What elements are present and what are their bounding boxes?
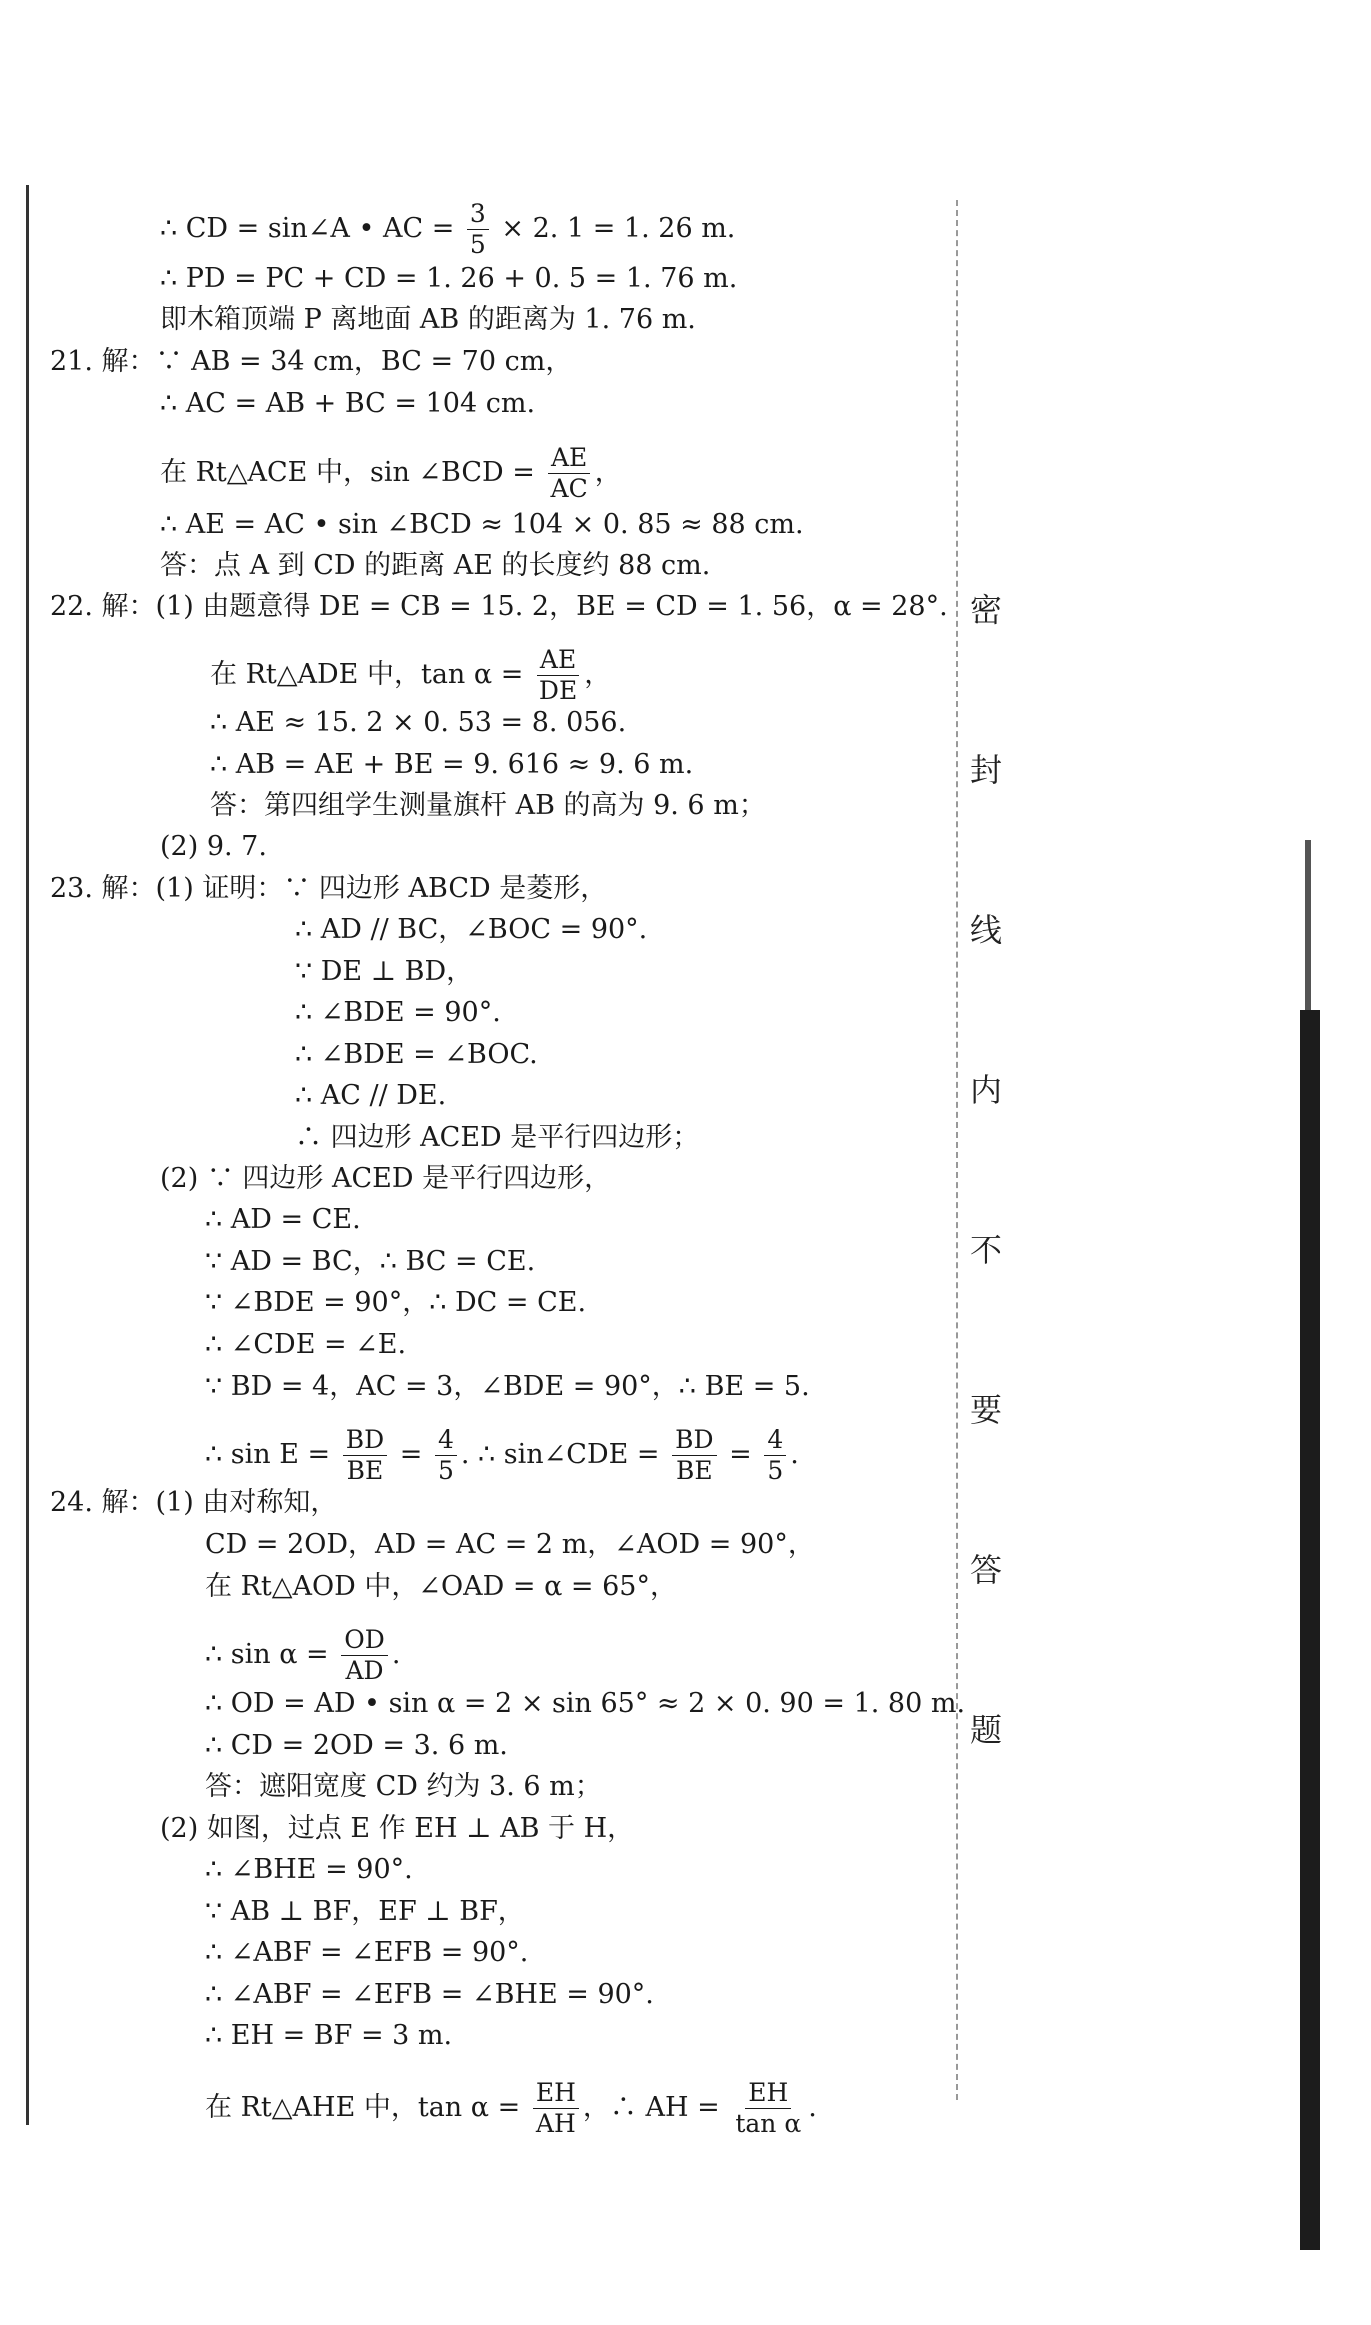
line-pd: ∴ PD = PC + CD = 1. 26 + 0. 5 = 1. 76 m.: [160, 263, 738, 294]
line-24-f: ∴ ∠ABF = ∠EFB = ∠BHE = 90°.: [205, 1979, 654, 2010]
seal-char: 要: [970, 1391, 1003, 1429]
line-24-part2: (2) 如图，过点 E 作 EH ⊥ AB 于 H，: [160, 1813, 635, 1844]
seal-char: 密: [970, 591, 1003, 629]
line-23-g: ∴ AD = CE.: [205, 1204, 361, 1235]
line-24-b: 在 Rt△AOD 中，∠OAD = α = 65°，: [205, 1571, 677, 1602]
fraction-bd-be: $\frac{BD}{BE}$: [343, 1425, 387, 1486]
fraction-od-ad: $\frac{OD}{AD}$: [341, 1625, 388, 1686]
line-answer-20: 即木箱顶端 P 离地面 AB 的距离为 1. 76 m.: [160, 304, 696, 335]
line-24-cd: ∴ CD = 2OD = 3. 6 m.: [205, 1730, 508, 1761]
fraction-ae-de: $\frac{AE}{DE}$: [536, 645, 580, 706]
line-24-tan: 在 Rt△AHE 中，tan α = $\frac{EH}{AH}$ ，∴ AH = $\frac{EH}{\text{tan α}}$ .: [205, 2078, 817, 2138]
line-24-d: ∵ AB ⊥ BF，EF ⊥ BF，: [205, 1896, 525, 1927]
text: ∴ CD = sin∠A • AC =: [160, 213, 455, 244]
seal-dashed-line: [956, 200, 958, 2100]
line-23-f: ∴ 四边形 ACED 是平行四边形；: [295, 1122, 700, 1153]
line-24-header: 24. 解：(1) 由对称知，: [50, 1487, 338, 1518]
scan-edge-shadow-top: [1305, 840, 1311, 1010]
line-24-c: ∴ ∠BHE = 90°.: [205, 1854, 413, 1885]
fraction-eh-ah: $\frac{EH}{AH}$: [533, 2078, 579, 2139]
text: × 2. 1 = 1. 26 m.: [501, 213, 736, 244]
fraction-ae-ac: $\frac{AE}{AC}$: [548, 443, 591, 504]
seal-char: 不: [970, 1231, 1003, 1269]
line-21-sin: 在 Rt△ACE 中，sin ∠BCD = $\frac{AE}{AC}$ ，: [160, 443, 622, 503]
line-23-h: ∵ AD = BC，∴ BC = CE.: [205, 1246, 536, 1277]
line-23-e: ∴ AC // DE.: [295, 1080, 447, 1111]
line-23-b: ∵ DE ⊥ BD，: [295, 956, 474, 987]
seal-char: 封: [970, 751, 1003, 789]
fraction-eh-tan: $\frac{EH}{\text{tan α}}$: [735, 2078, 802, 2138]
line-23-i: ∵ ∠BDE = 90°，∴ DC = CE.: [205, 1287, 587, 1318]
line-22-ab: ∴ AB = AE + BE = 9. 616 ≈ 9. 6 m.: [210, 749, 694, 780]
line-21-answer: 答：点 A 到 CD 的距离 AE 的长度约 88 cm.: [160, 550, 711, 581]
line-22-answer: 答：第四组学生测量旗杆 AB 的高为 9. 6 m；: [210, 790, 766, 821]
line-24-answer: 答：遮阳宽度 CD 约为 3. 6 m；: [205, 1771, 602, 1802]
line-23-header: 23. 解：(1) 证明：∵ 四边形 ABCD 是菱形，: [50, 873, 608, 904]
seal-char: 内: [970, 1071, 1003, 1109]
line-24-od: ∴ OD = AD • sin α = 2 × sin 65° ≈ 2 × 0. 90 = 1. 80 m.: [205, 1688, 966, 1719]
fraction-4-5: $\frac{4}{5}$: [435, 1425, 457, 1486]
line-22-header: 22. 解：(1) 由题意得 DE = CB = 15. 2，BE = CD = 1. 56，α = 28°.: [50, 591, 948, 622]
line-23-sin: ∴ sin E = $\frac{BD}{BE}$ = $\frac{4}{5}$ . ∴ sin∠CDE = $\frac{BD}{BE}$ = $\frac{4}{5}$ .: [205, 1425, 799, 1485]
fraction-4-5-2: $\frac{4}{5}$: [764, 1425, 786, 1486]
line-24-e: ∴ ∠ABF = ∠EFB = 90°.: [205, 1937, 529, 1968]
line-23-c: ∴ ∠BDE = 90°.: [295, 997, 501, 1028]
seal-char: 题: [970, 1711, 1003, 1749]
left-margin-rule: [26, 185, 29, 2125]
fraction-3-5: $\frac{3}{5}$: [467, 199, 489, 260]
line-23-d: ∴ ∠BDE = ∠BOC.: [295, 1039, 538, 1070]
line-21-ac: ∴ AC = AB + BC = 104 cm.: [160, 388, 536, 419]
line-cd: [160, 199, 735, 260]
line-21-ae: ∴ AE = AC • sin ∠BCD ≈ 104 × 0. 85 ≈ 88 cm.: [160, 509, 804, 540]
line-21-header: 21. 解：∵ AB = 34 cm，BC = 70 cm，: [50, 346, 573, 377]
line-23-j: ∴ ∠CDE = ∠E.: [205, 1329, 407, 1360]
scan-edge-shadow: [1300, 1010, 1320, 2250]
line-22-ae: ∴ AE ≈ 15. 2 × 0. 53 = 8. 056.: [210, 707, 627, 738]
line-23-k: ∵ BD = 4，AC = 3，∠BDE = 90°，∴ BE = 5.: [205, 1371, 810, 1402]
seal-char: 线: [970, 911, 1003, 949]
fraction-bd-be-2: $\frac{BD}{BE}$: [672, 1425, 716, 1486]
line-24-sin: ∴ sin α = $\frac{OD}{AD}$ .: [205, 1625, 401, 1685]
line-23-part2: (2) ∵ 四边形 ACED 是平行四边形，: [160, 1163, 612, 1194]
line-22-part2: (2) 9. 7.: [160, 831, 267, 862]
line-24-a: CD = 2OD，AD = AC = 2 m，∠AOD = 90°，: [205, 1529, 815, 1560]
line-24-g: ∴ EH = BF = 3 m.: [205, 2020, 453, 2051]
seal-char: 答: [970, 1551, 1003, 1589]
line-23-a: ∴ AD // BC，∠BOC = 90°.: [295, 914, 648, 945]
line-22-tan: 在 Rt△ADE 中，tan α = $\frac{AE}{DE}$ ，: [210, 645, 612, 705]
